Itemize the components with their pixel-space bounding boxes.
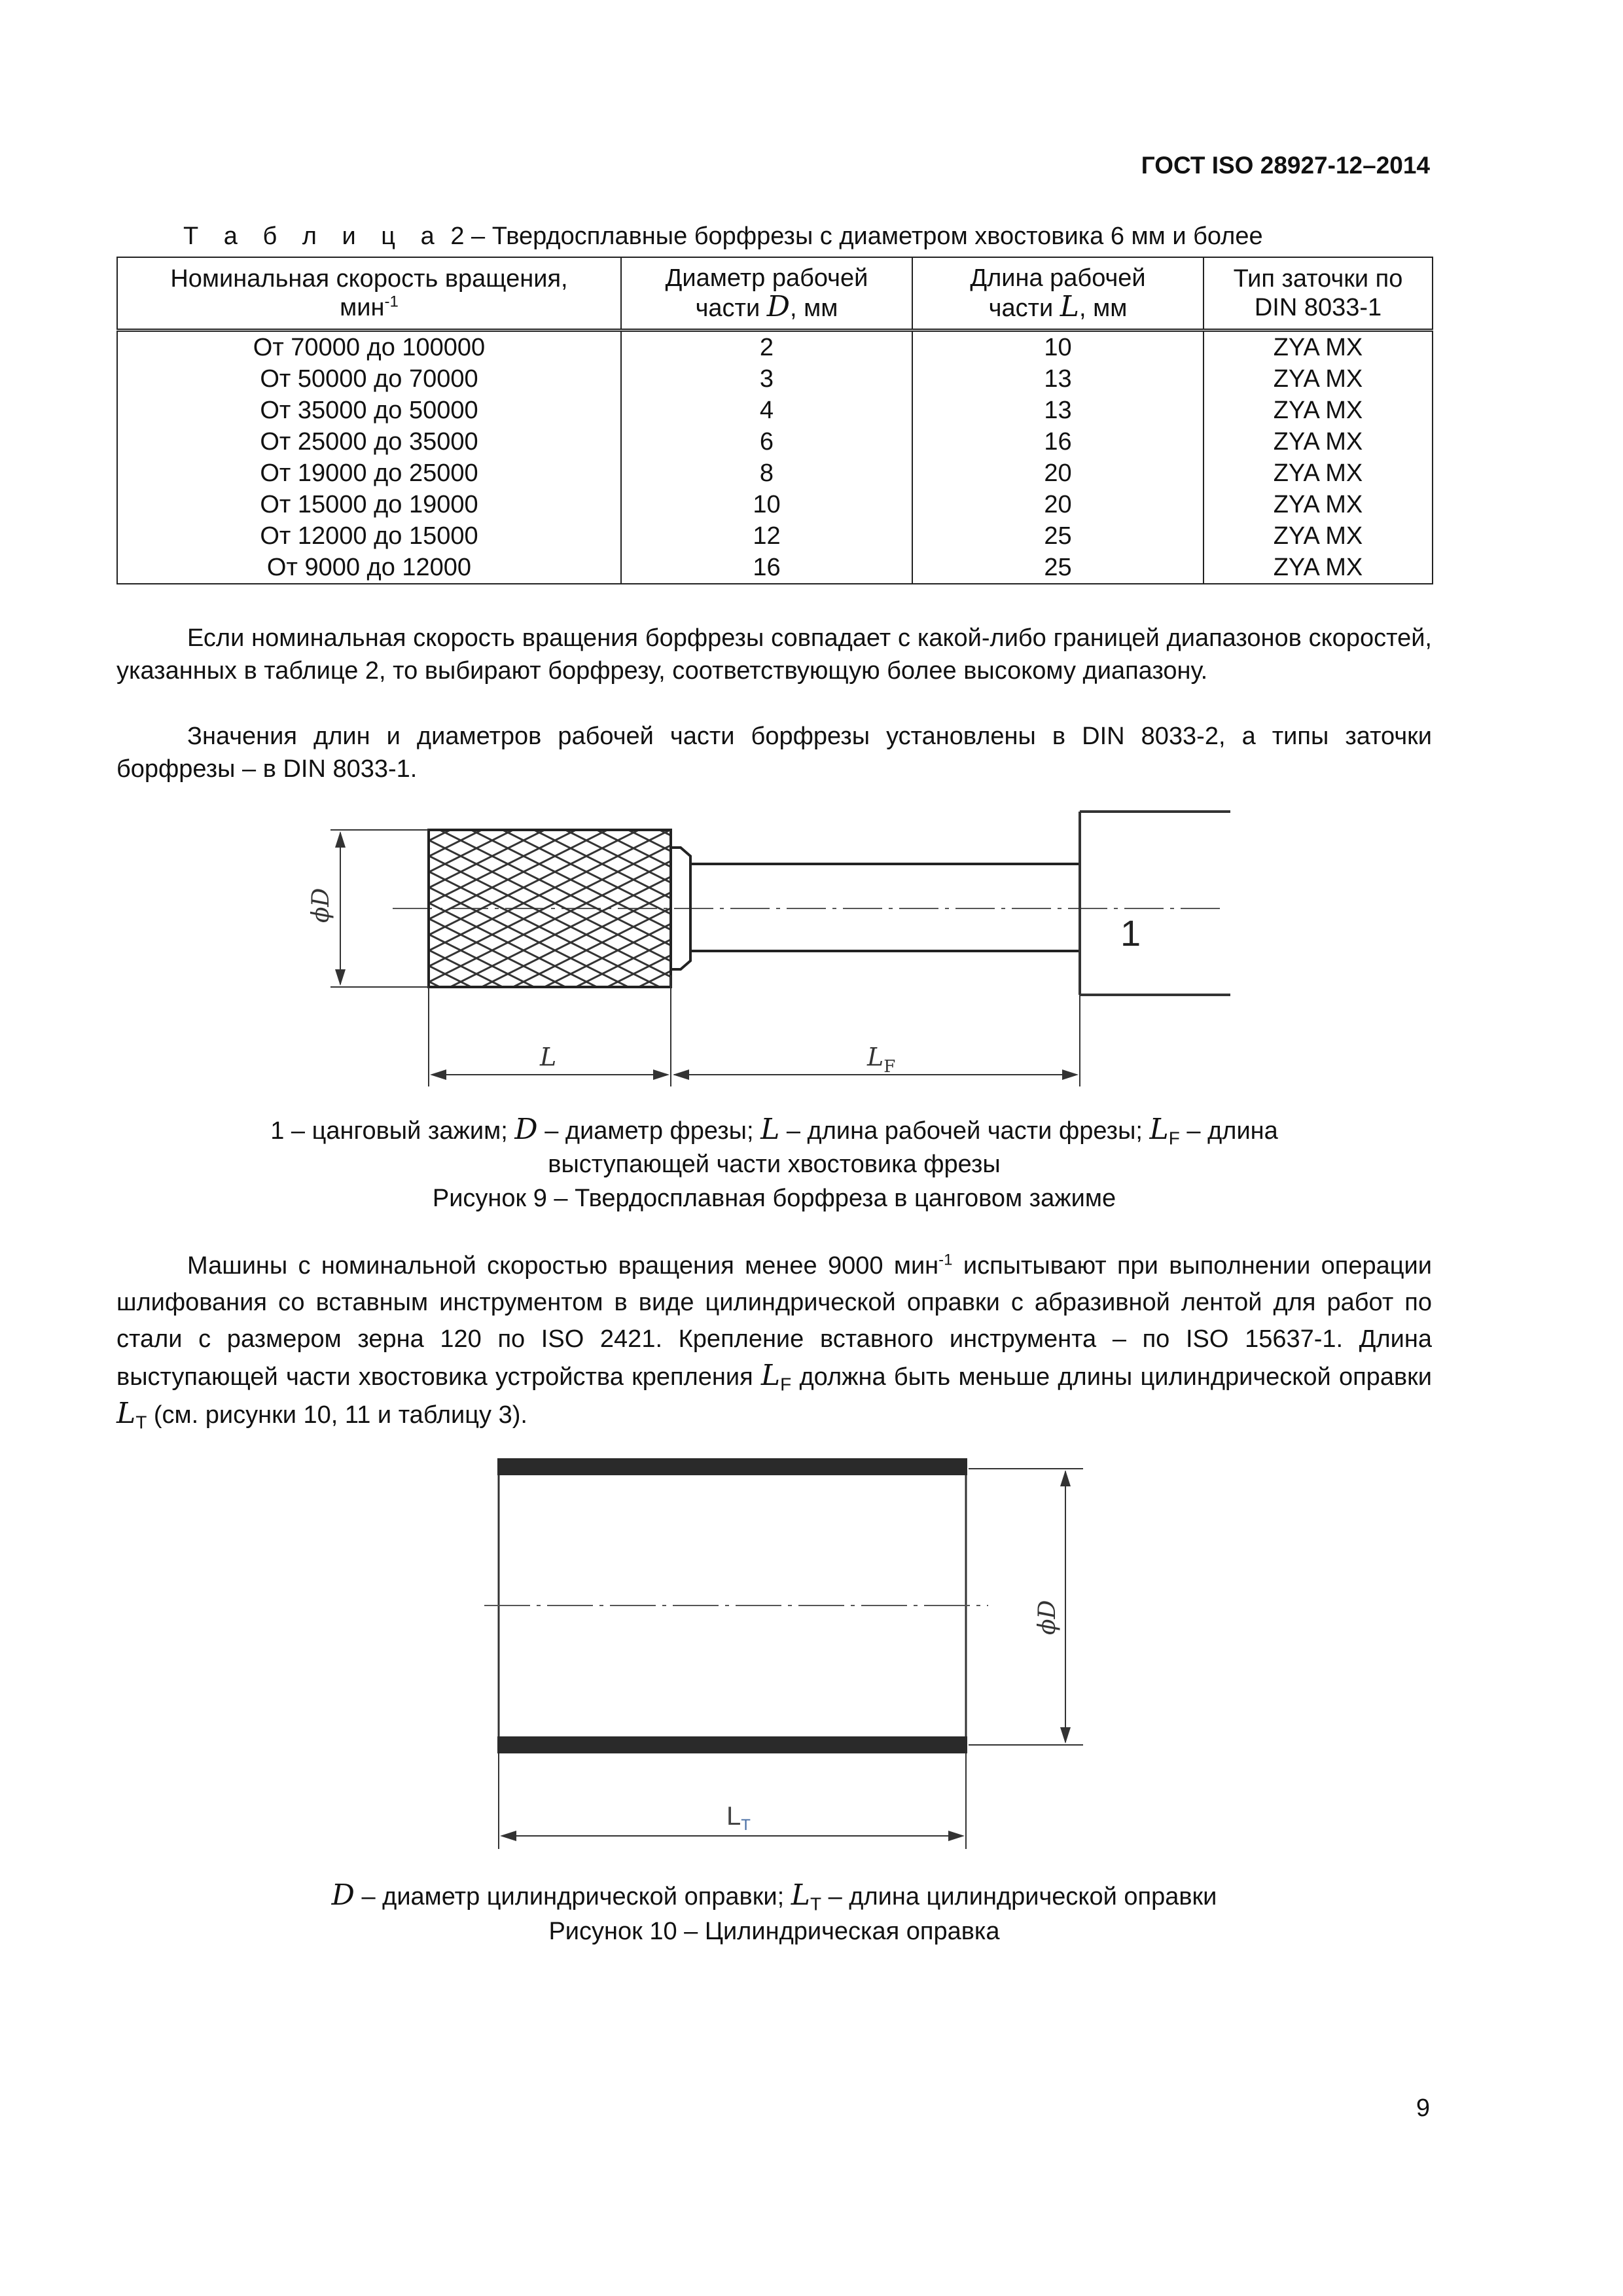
table-cell: ZYA MX xyxy=(1204,426,1433,457)
legend-collet: 1 – цанговый зажим; xyxy=(270,1117,508,1145)
header-length-symbol: L xyxy=(1060,290,1079,323)
page-number: 9 xyxy=(1416,2094,1430,2122)
p3-unit-exp: -1 xyxy=(938,1251,953,1269)
table-caption-number: 2 xyxy=(450,223,465,250)
abrasive-band-bottom xyxy=(497,1736,967,1753)
header-speed-unit-exp: -1 xyxy=(384,293,399,311)
label-LT-subscript: T xyxy=(741,1816,751,1834)
label-L: L xyxy=(540,1043,557,1071)
legend-L-text: – длина рабочей части фрезы; xyxy=(786,1117,1143,1145)
header-speed xyxy=(117,257,621,331)
collet-chuck xyxy=(1080,812,1230,995)
table-cell: ZYA MX xyxy=(1204,520,1433,552)
table-cell: От 19000 до 25000 xyxy=(117,457,621,489)
header-diameter-line1: Диаметр рабочей xyxy=(665,264,868,292)
table-row xyxy=(117,331,1433,364)
table-cell: 20 xyxy=(912,457,1204,489)
legend-D-symbol: D xyxy=(514,1113,538,1146)
paragraph-din-reference: Значения длин и диаметров рабочей части борфрезы установлены в DIN 8033-2, а типы заточки борфрезы – в DIN 8033-1. xyxy=(116,723,1432,783)
table-cell: 25 xyxy=(912,552,1204,584)
table-cell: 13 xyxy=(912,395,1204,426)
table-cell: 20 xyxy=(912,489,1204,520)
label-diameter: ϕD xyxy=(308,888,334,923)
table-cell: 4 xyxy=(621,395,912,426)
legend-D-symbol: D xyxy=(331,1878,355,1912)
table-cell: 6 xyxy=(621,426,912,457)
table-caption-text: – Твердосплавные борфрезы с диаметром хвостовика 6 мм и более xyxy=(471,223,1263,250)
header-length-pre: части xyxy=(988,295,1054,322)
figure-9-legend xyxy=(116,1113,1432,1149)
abrasive-band-top xyxy=(497,1458,967,1475)
table-cell: От 9000 до 12000 xyxy=(117,552,621,584)
table-cell: ZYA MX xyxy=(1204,363,1433,395)
table-row xyxy=(117,395,1433,426)
table-header-row xyxy=(117,257,1433,331)
table-cell: От 25000 до 35000 xyxy=(117,426,621,457)
table-cell: 16 xyxy=(912,426,1204,457)
table-cell: От 12000 до 15000 xyxy=(117,520,621,552)
label-LT-symbol: L xyxy=(726,1802,741,1831)
p3-LT-subscript: T xyxy=(135,1412,147,1433)
table-cell: 12 xyxy=(621,520,912,552)
table-cell: 13 xyxy=(912,363,1204,395)
figure-10-drawing xyxy=(471,1440,1086,1859)
table-cell: От 50000 до 70000 xyxy=(117,363,621,395)
legend-L-symbol: L xyxy=(760,1113,780,1146)
table-cell: ZYA MX xyxy=(1204,489,1433,520)
table-cell: ZYA MX xyxy=(1204,331,1433,364)
figure-9-caption: Рисунок 9 – Твердосплавная борфреза в цанговом зажиме xyxy=(432,1185,1116,1212)
table-cell: ZYA MX xyxy=(1204,457,1433,489)
header-type-line1: Тип заточки по xyxy=(1233,265,1403,293)
burr-head xyxy=(429,830,671,987)
header-diameter-symbol: D xyxy=(766,290,791,323)
legend-LT-text: – длина цилиндрической оправки xyxy=(828,1883,1217,1910)
table-caption xyxy=(183,223,1263,251)
paragraph-range-rule: Если номинальная скорость вращения борфрезы совпадает с какой-либо границей диапазонов скоростей, указанных в таблице 2, то выбирают борфрезу, соответствующую более высокому диапазону. xyxy=(116,624,1432,685)
document-header: ГОСТ ISO 28927-12–2014 xyxy=(1141,152,1430,179)
table-cell: От 70000 до 100000 xyxy=(117,331,621,364)
p3-text-a: Машины с номинальной скоростью вращения менее 9000 мин xyxy=(187,1252,939,1280)
p3-text-c: должна быть меньше длины цилиндрической оправки xyxy=(791,1363,1432,1391)
figure-9-legend-line2: выступающей части хвостовика фрезы xyxy=(548,1151,1001,1178)
header-speed-unit: мин xyxy=(340,294,385,321)
legend-D-text: – диаметр цилиндрической оправки; xyxy=(361,1883,785,1910)
table-row xyxy=(117,489,1433,520)
header-diameter-post: , мм xyxy=(790,295,838,322)
label-LF xyxy=(866,1043,895,1077)
figure-10-legend xyxy=(116,1878,1432,1912)
label-LF-symbol: L xyxy=(867,1043,884,1071)
table-cell: 2 xyxy=(621,331,912,364)
table-cell: 8 xyxy=(621,457,912,489)
table-cell: От 15000 до 19000 xyxy=(117,489,621,520)
table-row xyxy=(117,552,1433,584)
table-cell: ZYA MX xyxy=(1204,395,1433,426)
label-LF-subscript: F xyxy=(883,1057,896,1077)
p3-LT-symbol: L xyxy=(116,1397,136,1430)
table-cell: 10 xyxy=(621,489,912,520)
table-row xyxy=(117,363,1433,395)
header-speed-line1: Номинальная скорость вращения, xyxy=(170,265,568,293)
p3-text-b: испытывают при выполнении операции шлифования со вставным инструментом в виде цилиндрической оправки с абразивной лентой для работ по стали с размером зерна 120 по ISO 2421. Крепление вставного инструмента – по ISO 15637-1. Длина выступающей части хвостовика устройства крепления xyxy=(116,1252,1432,1391)
table-row xyxy=(117,426,1433,457)
legend-LF-subscript: F xyxy=(1168,1128,1180,1149)
header-type xyxy=(1204,257,1433,331)
legend-LF-text: – длина xyxy=(1186,1117,1278,1145)
label-LT xyxy=(726,1802,751,1834)
header-length-line1: Длина рабочей xyxy=(970,264,1146,292)
table-row xyxy=(117,520,1433,552)
table-cell: ZYA MX xyxy=(1204,552,1433,584)
figure-9-drawing xyxy=(288,785,1270,1106)
table-cell: 16 xyxy=(621,552,912,584)
header-diameter xyxy=(621,257,912,331)
table-caption-prefix: Т а б л и ц а xyxy=(183,223,444,250)
table-cell: От 35000 до 50000 xyxy=(117,395,621,426)
table-cell: 3 xyxy=(621,363,912,395)
paragraph-machines-test xyxy=(116,1247,1432,1433)
table-cell: 25 xyxy=(912,520,1204,552)
p3-LF-subscript: F xyxy=(780,1374,792,1395)
p3-text-d: (см. рисунки 10, 11 и таблицу 3). xyxy=(147,1401,527,1429)
header-diameter-pre: части xyxy=(695,295,760,322)
callout-1: 1 xyxy=(1120,912,1141,954)
header-length-post: , мм xyxy=(1079,295,1128,322)
speed-table xyxy=(116,257,1433,584)
table-row xyxy=(117,457,1433,489)
legend-LT-subscript: T xyxy=(810,1893,822,1914)
table-cell: 10 xyxy=(912,331,1204,364)
header-type-line2: DIN 8033-1 xyxy=(1254,294,1382,321)
header-length xyxy=(912,257,1204,331)
legend-LF-symbol: L xyxy=(1149,1113,1169,1146)
legend-D-text: – диаметр фрезы; xyxy=(544,1117,754,1145)
legend-LT-symbol: L xyxy=(791,1878,810,1912)
label-diameter: ϕD xyxy=(1034,1600,1061,1635)
figure-10-caption: Рисунок 10 – Цилиндрическая оправка xyxy=(548,1918,1000,1945)
p3-LF-symbol: L xyxy=(760,1359,781,1392)
